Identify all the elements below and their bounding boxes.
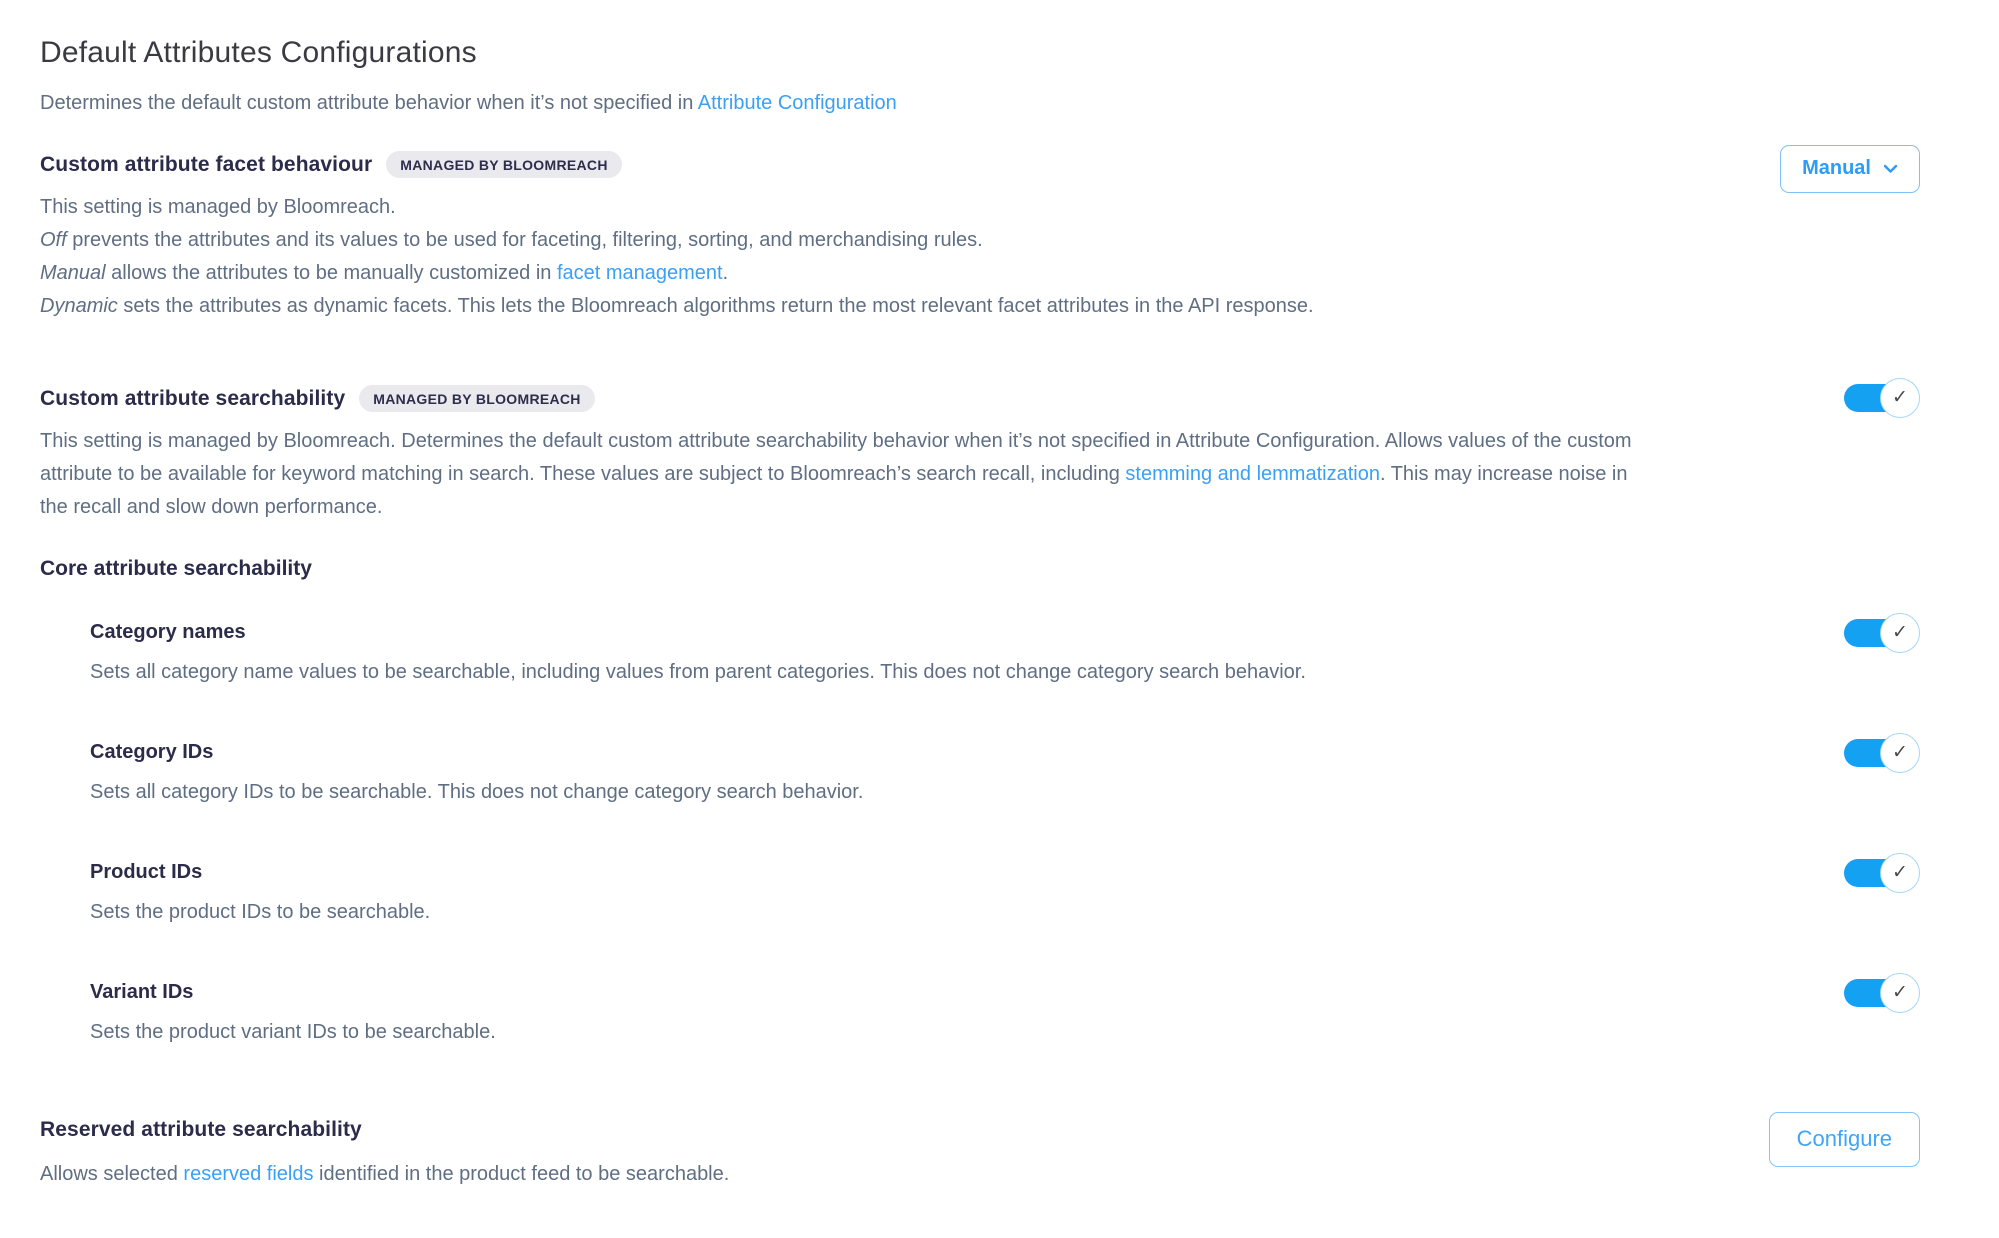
facet-behaviour-section xyxy=(40,151,1920,323)
reserved-desc-text-1: Allows selected xyxy=(40,1163,184,1185)
off-term: Off xyxy=(40,229,67,251)
custom-searchability-title: Custom attribute searchability xyxy=(40,386,346,410)
searchability-desc-text-1: This setting is managed by Bloomreach. Determines the default custom attribute searchability behavior when it’s not specified in Attribute Configuration. Allows values of the custom attribute to be available for keyword matching in search. These values are subject to Bloomreach’s search recall, including xyxy=(40,430,1632,485)
facet-desc-line-1: This setting is managed by Bloomreach. xyxy=(40,196,396,218)
searchability-desc-text-2: . This may increase noise in the recall and slow down performance. xyxy=(40,463,1628,518)
core-item-description: Sets all category IDs to be searchable. This does not change category search behavior. xyxy=(90,781,864,803)
custom-searchability-heading-line xyxy=(40,385,1660,412)
core-items-list xyxy=(40,621,1920,1044)
custom-searchability-section xyxy=(40,385,1920,557)
facet-desc-line-2 xyxy=(40,224,1660,257)
reserved-searchability-control xyxy=(1750,1118,1920,1167)
category-names-toggle[interactable] xyxy=(1844,613,1920,653)
check-icon: ✓ xyxy=(1892,981,1908,1003)
check-icon: ✓ xyxy=(1892,386,1908,408)
manual-term-end: . xyxy=(722,262,729,284)
configure-button[interactable]: Configure xyxy=(1769,1112,1920,1167)
reserved-searchability-description xyxy=(40,1158,1660,1191)
managed-by-bloomreach-badge: MANAGED BY BLOOMREACH xyxy=(386,151,622,178)
facet-behaviour-control xyxy=(1750,151,1920,193)
toggle-knob xyxy=(1880,853,1920,893)
custom-searchability-toggle[interactable] xyxy=(1844,378,1920,418)
core-item-description: Sets the product IDs to be searchable. xyxy=(90,901,431,923)
facet-behaviour-heading-line xyxy=(40,151,1660,178)
core-item-description: Sets all category name values to be searchable, including values from parent categories. This does not change category search behavior. xyxy=(90,661,1306,683)
core-searchability-title: Core attribute searchability xyxy=(40,557,312,580)
core-item-title: Variant IDs xyxy=(90,981,194,1003)
core-item-variant-ids xyxy=(40,981,1920,1044)
variant-ids-toggle[interactable] xyxy=(1844,973,1920,1013)
core-item-category-ids xyxy=(40,741,1920,804)
reserved-fields-link[interactable]: reserved fields xyxy=(183,1163,314,1185)
core-item-title: Product IDs xyxy=(90,861,203,883)
attribute-configuration-link[interactable]: Attribute Configuration xyxy=(697,92,897,114)
page-title: Default Attributes Configurations xyxy=(40,36,477,69)
reserved-searchability-content xyxy=(40,1118,1660,1191)
category-ids-toggle[interactable] xyxy=(1844,733,1920,773)
managed-by-bloomreach-badge: MANAGED BY BLOOMREACH xyxy=(359,385,595,412)
facet-desc-line-3 xyxy=(40,257,1660,290)
custom-searchability-content xyxy=(40,385,1660,557)
core-item-description: Sets the product variant IDs to be searchable. xyxy=(90,1021,496,1043)
toggle-knob xyxy=(1880,973,1920,1013)
reserved-desc-text-2: identified in the product feed to be searchable. xyxy=(313,1163,730,1185)
manual-term-text: allows the attributes to be manually customized in xyxy=(105,262,557,284)
reserved-searchability-title: Reserved attribute searchability xyxy=(40,1118,362,1141)
facet-behaviour-content xyxy=(40,151,1660,323)
toggle-knob xyxy=(1880,733,1920,773)
custom-searchability-description xyxy=(40,425,1660,524)
core-item-title: Category names xyxy=(90,621,246,643)
check-icon: ✓ xyxy=(1892,621,1908,643)
dynamic-term-text: sets the attributes as dynamic facets. This lets the Bloomreach algorithms return the most relevant facet attributes in the API response. xyxy=(117,295,1314,317)
core-item-category-names xyxy=(40,621,1920,684)
check-icon: ✓ xyxy=(1892,741,1908,763)
chevron-down-icon xyxy=(1883,164,1898,174)
check-icon: ✓ xyxy=(1892,861,1908,883)
facet-behaviour-dropdown[interactable] xyxy=(1780,145,1920,193)
reserved-searchability-heading-line xyxy=(40,1118,1660,1142)
custom-searchability-control xyxy=(1750,385,1920,418)
core-item-title: Category IDs xyxy=(90,741,214,763)
product-ids-toggle[interactable] xyxy=(1844,853,1920,893)
stemming-lemmatization-link[interactable]: stemming and lemmatization xyxy=(1125,463,1380,485)
dynamic-term: Dynamic xyxy=(40,295,118,317)
facet-behaviour-description xyxy=(40,191,1660,323)
facet-management-link[interactable]: facet management xyxy=(556,262,723,284)
subtitle-text: Determines the default custom attribute behavior when it’s not specified in xyxy=(40,92,698,114)
facet-desc-line-4 xyxy=(40,290,1660,323)
reserved-searchability-section xyxy=(40,1118,1920,1191)
core-item-product-ids xyxy=(40,861,1920,924)
toggle-knob xyxy=(1880,378,1920,418)
toggle-knob xyxy=(1880,613,1920,653)
off-term-text: prevents the attributes and its values to be used for faceting, filtering, sorting, and merchandising rules. xyxy=(66,229,983,251)
facet-behaviour-title: Custom attribute facet behaviour xyxy=(40,152,373,176)
facet-behaviour-dropdown-value: Manual xyxy=(1802,157,1871,179)
page-subtitle xyxy=(40,92,1920,115)
manual-term: Manual xyxy=(40,262,106,284)
